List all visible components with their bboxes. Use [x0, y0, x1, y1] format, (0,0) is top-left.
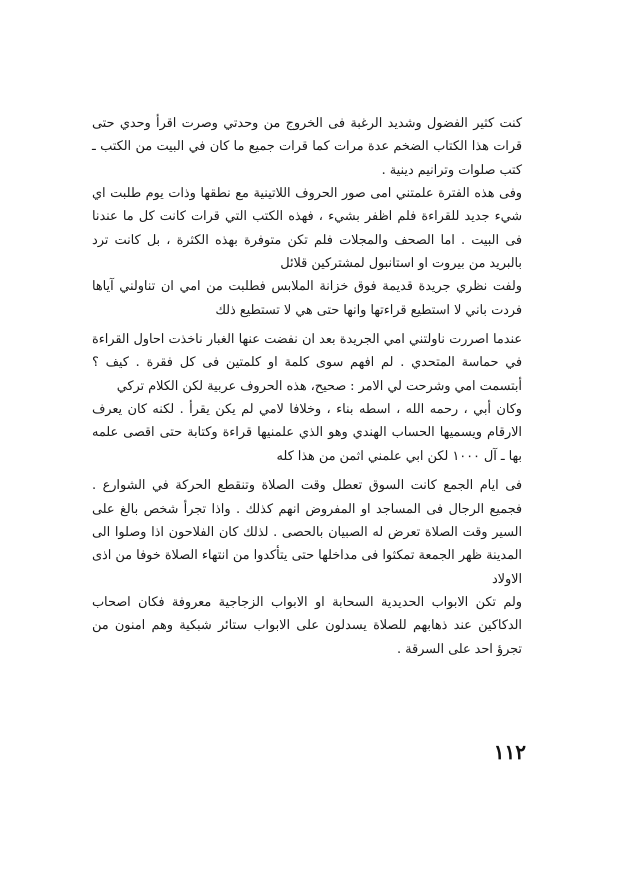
paragraph-1: كنت كثير الفضول وشديد الرغبة فى الخروج من وحدتي وصرت اقرأ وحدي حتى قرات هذا الكتاب الضخم عدة مرات كما قرات جميع ما كان في البيت من الكتب ـ كتب صلوات وترانيم دينية .	[92, 116, 522, 178]
page-text	[92, 112, 522, 661]
paragraph-7: ولم تكن الابواب الحديدية السحابة او الابواب الزجاجية معروفة فكان اصحاب الدكاكين عند ذهابهم للصلاة يسدلون على الابواب ستائر شبكية وهم امنون من تجرؤ احد على السرقة .	[92, 594, 522, 657]
page-number: ١١٢	[493, 740, 526, 764]
paragraph-4: عندما اصررت ناولتني امي الجريدة بعد ان نفضت عنها الغبار ناخذت احاول القراءة في حماسة المتحدي . لم افهم سوى كلمة او كلمتين فى كل فقرة . كيف ؟ أبتسمت امي وشرحت لي الامر : صحيح، هذه الحروف عربية لكن الكلام تركي	[92, 332, 522, 394]
paragraph-5: وكان أبي ، رحمه الله ، اسطه بناء ، وخلافا لامي لم يكن يقرأ . لكنه كان يعرف الارقام ويسميها الحساب الهندي وهو الذي علمنيها قراءة وكتابة حتى اقصى علمه بها ـ آل ١٠٠٠ لكن ابي علمني اثمن من هذا كله	[92, 402, 522, 464]
paragraph-3: ولفت نظري جريدة قديمة فوق خزانة الملابس فطلبت من امي ان تناولني آياها فردت باني لا استطيع قراءتها وانها حتى هي لا تستطيع ذلك	[92, 279, 522, 318]
paragraph-2: وفى هذه الفترة علمتني امى صور الحروف اللاتينية مع نطقها وذات يوم طلبت اي شيء جديد للقراءة فلم اظفر بشيء ، فهذه الكتب التي قرات كانت كل ما عندنا فى البيت . اما الصحف والمجلات فلم تكن متوفرة بهذه الكثرة ، بل كانت ترد بالبريد من بيروت او استانبول لمشتركين قلائل	[92, 186, 522, 272]
paragraph-6: فى ايام الجمع كانت السوق تعطل وقت الصلاة وتنقطع الحركة في الشوارع . فجميع الرجال فى المساجد او المفروض انهم كذلك . واذا تجرأ شخص بالغ على السير وقت الصلاة تعرض له الصبيان بالحصى . لذلك كان الفلاحون اذا وصلوا الى المدينة ظهر الجمعة تمكثوا فى مداخلها حتى يتأكدوا من انتهاء الصلاة خوفا من اذى الاولاد	[92, 478, 522, 587]
